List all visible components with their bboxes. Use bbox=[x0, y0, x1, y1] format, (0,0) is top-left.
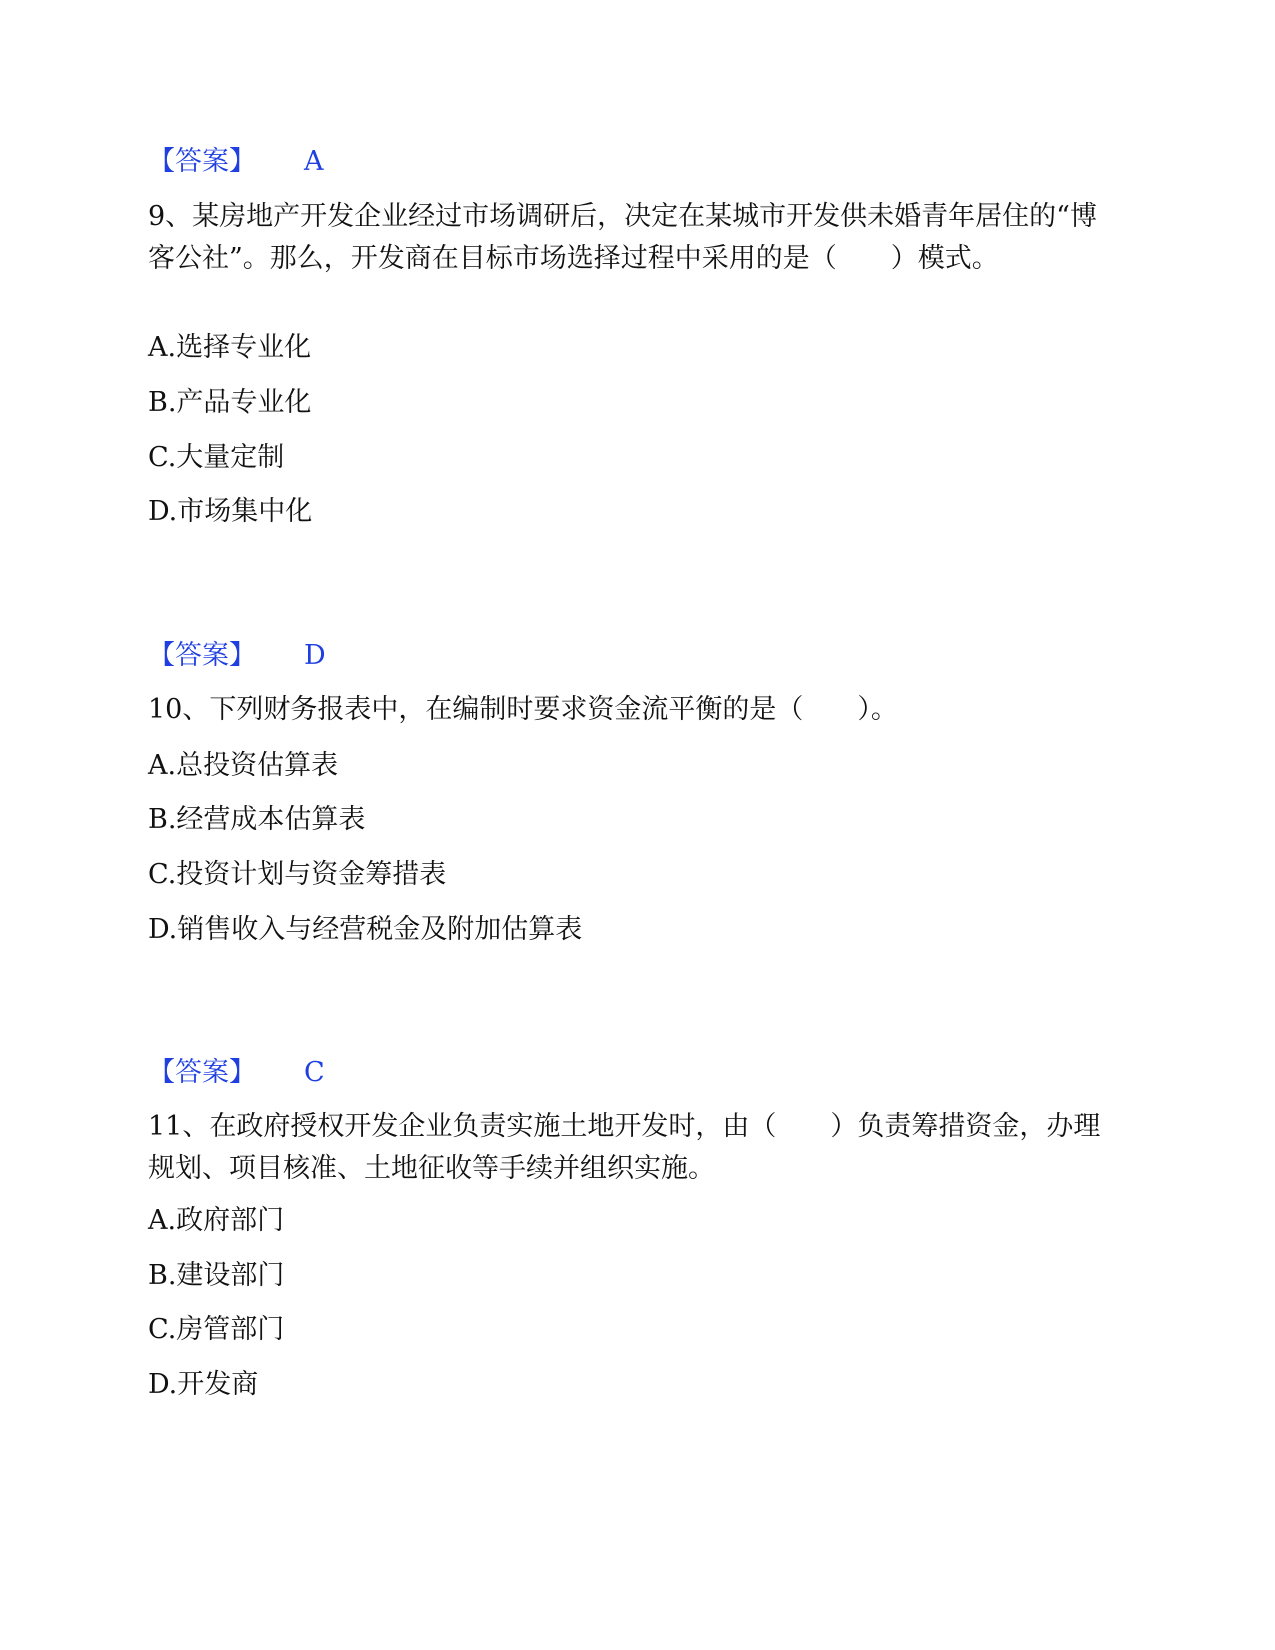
answer-label: 【答案】 bbox=[148, 640, 256, 671]
option-c: C.房管部门 bbox=[148, 1314, 285, 1345]
option-b: B.建设部门 bbox=[148, 1260, 285, 1291]
answer-line bbox=[148, 145, 324, 179]
question-text: 10、下列财务报表中，在编制时要求资金流平衡的是（ ）。 bbox=[148, 694, 898, 725]
question-text: 11、在政府授权开发企业负责实施土地开发时，由（ ）负责筹措资金，办理规划、项目核准、土地征收等手续并组织实施。 bbox=[148, 1111, 1101, 1184]
option-d: D.销售收入与经营税金及附加估算表 bbox=[148, 914, 583, 945]
option-c: C.投资计划与资金筹措表 bbox=[148, 859, 447, 890]
option-a: A.政府部门 bbox=[148, 1205, 285, 1236]
option-b: B.产品专业化 bbox=[148, 387, 312, 418]
answer-label: 【答案】 bbox=[148, 1057, 256, 1088]
answer-line bbox=[148, 1056, 325, 1090]
answer-letter: D bbox=[304, 640, 326, 671]
question-text: 9、某房地产开发企业经过市场调研后，决定在某城市开发供未婚青年居住的“博客公社”。那么，开发商在目标市场选择过程中采用的是（ ）模式。 bbox=[148, 201, 1097, 274]
option-b: B.经营成本估算表 bbox=[148, 804, 366, 835]
option-c: C.大量定制 bbox=[148, 442, 285, 473]
option-d: D.市场集中化 bbox=[148, 496, 313, 527]
answer-label: 【答案】 bbox=[148, 146, 256, 177]
answer-letter: C bbox=[304, 1057, 325, 1088]
option-a: A.总投资估算表 bbox=[148, 750, 339, 781]
answer-line bbox=[148, 639, 326, 673]
option-d: D.开发商 bbox=[148, 1369, 259, 1400]
answer-letter: A bbox=[304, 146, 324, 177]
option-a: A.选择专业化 bbox=[148, 332, 312, 363]
